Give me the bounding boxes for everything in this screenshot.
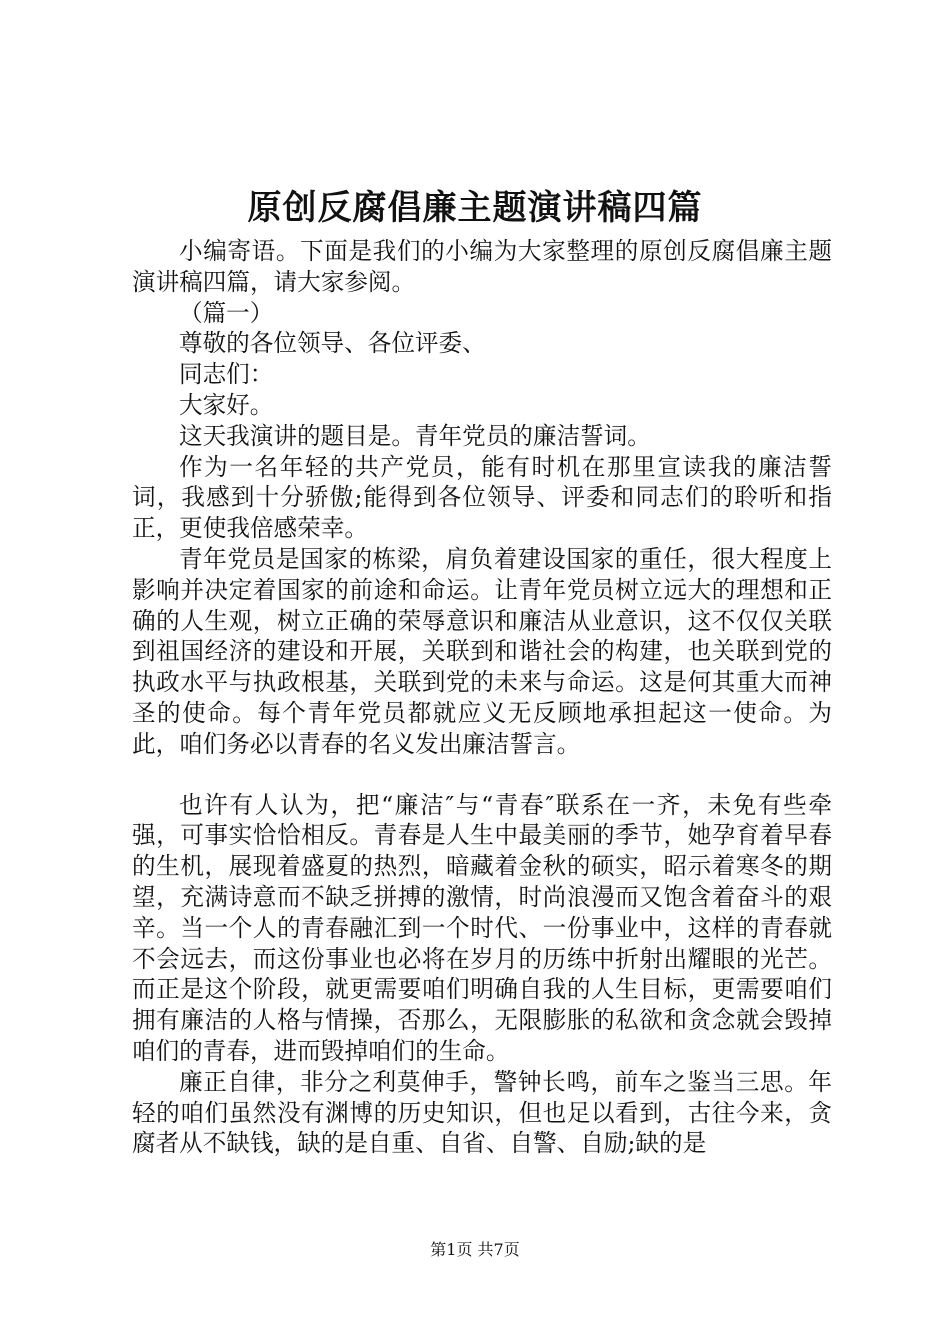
document-title: 原创反腐倡廉主题演讲稿四篇 bbox=[247, 188, 703, 228]
paragraph-salutation-comrades: 同志们： bbox=[179, 360, 274, 389]
document-body bbox=[132, 236, 832, 1159]
paragraph-body: 青年党员是国家的栋梁，肩负着建设国家的重任，很大程度上影响并决定着国家的前途和命运。让青年党员树立远大的理想和正确的人生观，树立正确的荣辱意识和廉洁从业意识，这不仅仅关联到祖国经济的建设和开展，关联到和谐社会的构建，也关联到党的执政水平与执政根基，关联到党的未来与命运。这是何其重大而神圣的使命。每个青年党员都就应义无反顾地承担起这一使命。为此，咱们务必以青春的名义发出廉洁誓言。 bbox=[132, 544, 832, 758]
paragraph-body: 作为一名年轻的共产党员，能有时机在那里宣读我的廉洁誓词，我感到十分骄傲;能得到各位领导、评委和同志们的聆听和指正，更使我倍感荣幸。 bbox=[132, 452, 832, 543]
paragraph-salutation: 尊敬的各位领导、各位评委、 bbox=[179, 329, 486, 358]
paragraph-body: 廉正自律，非分之利莫伸手，警钟长鸣，前车之鉴当三思。年轻的咱们虽然没有渊博的历史知识，但也足以看到，古往今来，贪腐者从不缺钱，缺的是自重、自省、自警、自励;缺的是 bbox=[132, 1067, 832, 1158]
paragraph-topic: 这天我演讲的题目是。青年党员的廉洁誓词。 bbox=[179, 421, 651, 450]
paragraph-greeting: 大家好。 bbox=[179, 390, 274, 419]
page-number-footer: 第1页 共7页 bbox=[430, 1240, 520, 1259]
paragraph-body: 也许有人认为，把“廉洁″与“青春″联系在一齐，未免有些牵强，可事实恰恰相反。青春是人生中最美丽的季节，她孕育着早春的生机，展现着盛夏的热烈，暗藏着金秋的硕实，昭示着寒冬的期望，充满诗意而不缺乏拼搏的激情，时尚浪漫而又饱含着奋斗的艰辛。当一个人的青春融汇到一个时代、一份事业中，这样的青春就不会远去，而这份事业也必将在岁月的历练中折射出耀眼的光芒。而正是这个阶段，就更需要咱们明确自我的人生目标，更需要咱们拥有廉洁的人格与情操，否那么，无限膨胀的私欲和贪念就会毁掉咱们的青春，进而毁掉咱们的生命。 bbox=[132, 790, 832, 1065]
paragraph-intro: 小编寄语。下面是我们的小编为大家整理的原创反腐倡廉主题演讲稿四篇，请大家参阅。 bbox=[132, 237, 832, 296]
paragraph-section-label: （篇一） bbox=[179, 298, 274, 327]
